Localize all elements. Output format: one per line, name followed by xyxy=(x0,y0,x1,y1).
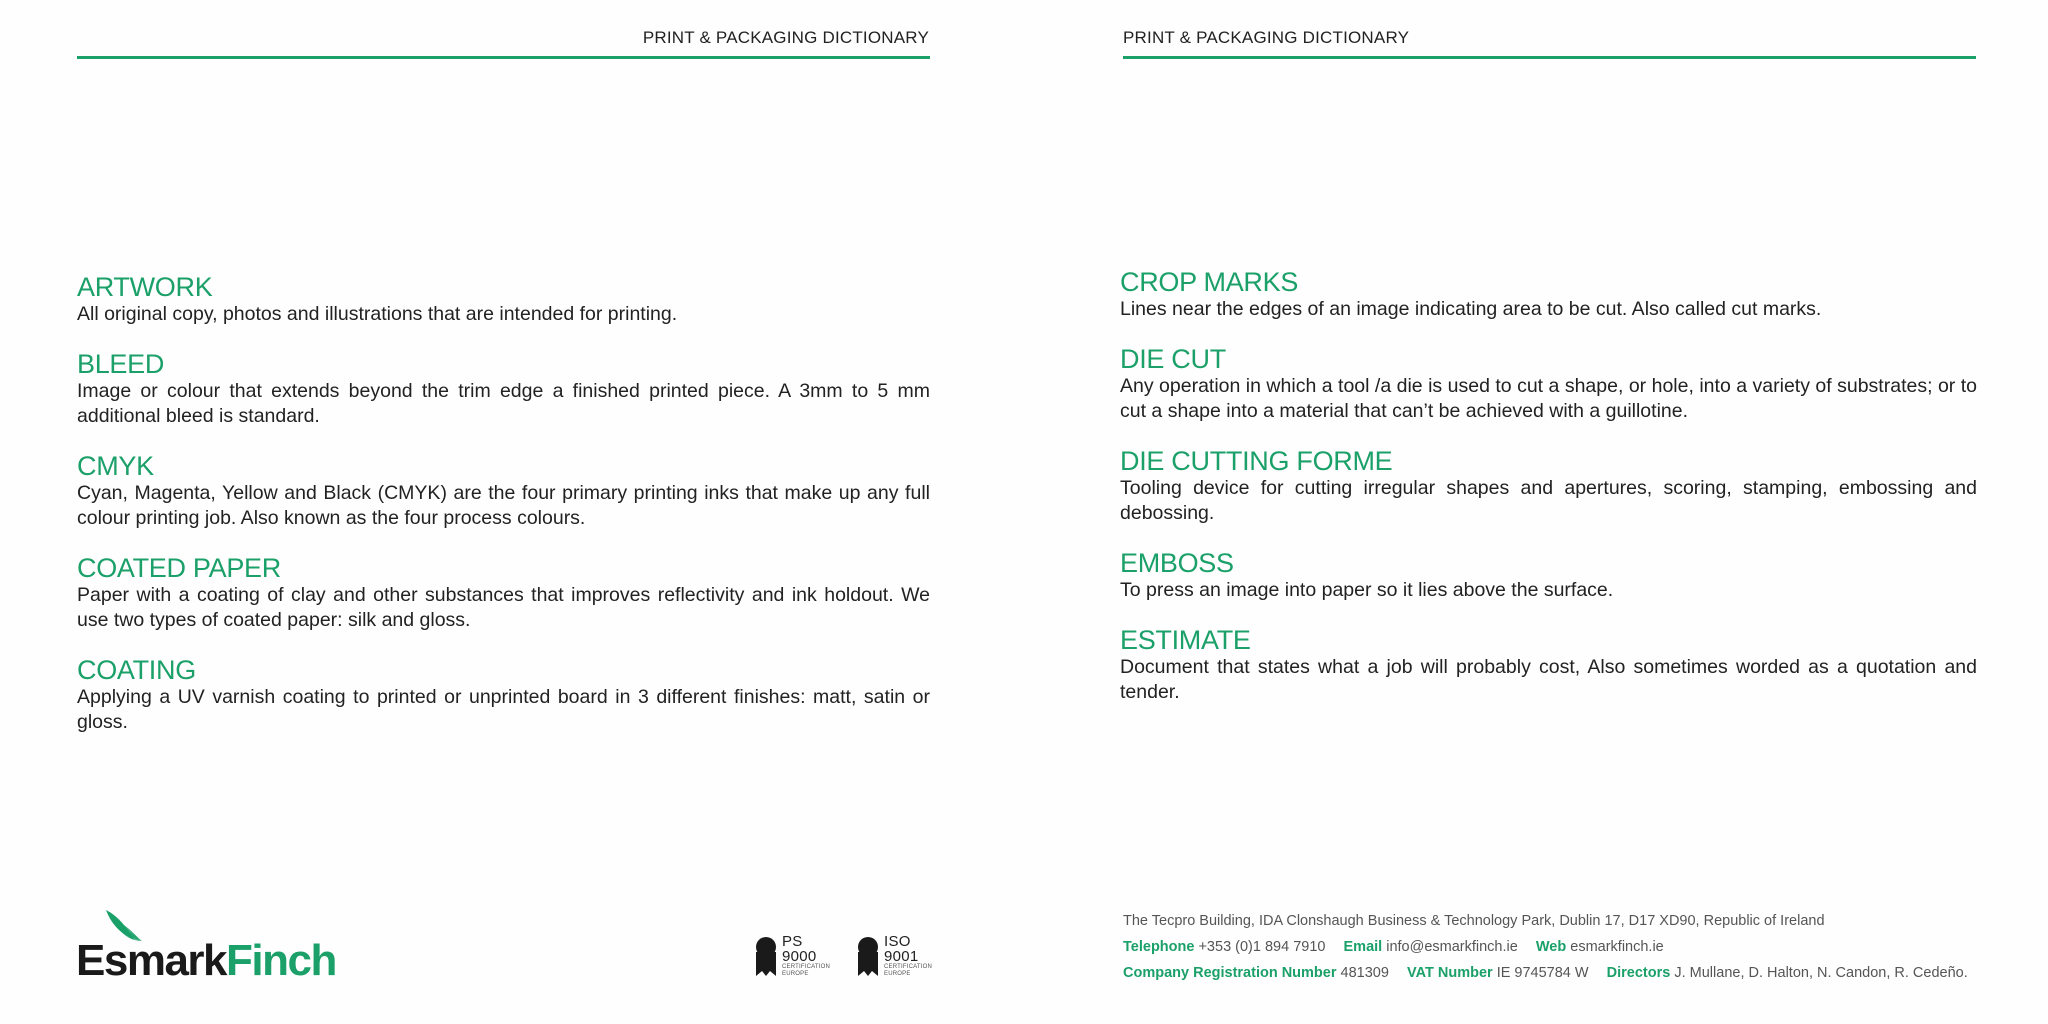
web-value: esmarkfinch.ie xyxy=(1570,939,1664,955)
contact-details xyxy=(1123,910,1983,988)
entry-definition: Applying a UV varnish coating to printed or unprinted board in 3 different finishes: matt, satin or gloss. xyxy=(77,686,930,733)
directors-value: J. Mullane, D. Halton, N. Candon, R. Cedeño. xyxy=(1674,965,1968,981)
dictionary-entry xyxy=(77,349,930,429)
entry-term: CROP MARKS xyxy=(1120,267,1299,297)
entry-definition: All original copy, photos and illustrations that are intended for printing. xyxy=(77,303,678,325)
vat-label: VAT Number xyxy=(1406,965,1493,981)
entry-term: CMYK xyxy=(77,451,154,481)
right-page xyxy=(1024,0,2048,1024)
cert-number: 9001 xyxy=(884,948,919,965)
entry-definition: Document that states what a job will probably cost, Also sometimes worded as a quotation and tender. xyxy=(1120,656,1977,703)
entry-term: DIE CUTTING FORME xyxy=(1120,446,1393,476)
entry-term: DIE CUT xyxy=(1120,344,1226,374)
entry-definition: Tooling device for cutting irregular shapes and apertures, scoring, stamping, embossing and debossing. xyxy=(1120,477,1977,524)
registration-value: 481309 xyxy=(1340,965,1389,981)
entry-definition: Cyan, Magenta, Yellow and Black (CMYK) are the four primary printing inks that make up any full colour printing job. Also known as the four process colours. xyxy=(77,482,930,529)
dictionary-entry xyxy=(1120,267,1977,322)
header-rule-right xyxy=(1123,56,1976,59)
email-label: Email xyxy=(1343,939,1383,955)
entry-definition: Lines near the edges of an image indicating area to be cut. Also called cut marks. xyxy=(1120,298,1822,320)
directors-label: Directors xyxy=(1606,965,1671,981)
entry-definition: Image or colour that extends beyond the trim edge a finished printed piece. A 3mm to 5 mm additional bleed is standard. xyxy=(77,380,930,427)
dictionary-entries-left xyxy=(77,272,930,757)
entry-definition: Paper with a coating of clay and other substances that improves reflectivity and ink holdout. We use two types of coated paper: silk and gloss. xyxy=(77,584,930,631)
dictionary-entry xyxy=(1120,446,1977,526)
logo-wordmark xyxy=(76,938,336,984)
dictionary-entry xyxy=(77,553,930,633)
cert-sub-line: EUROPE xyxy=(884,971,911,977)
contact-address: The Tecpro Building, IDA Clonshaugh Business & Technology Park, Dublin 17, D17 XD90, Republic of Ireland xyxy=(1123,913,1825,929)
web-label: Web xyxy=(1535,939,1567,955)
certification-ribbon-icon xyxy=(856,936,880,978)
dictionary-entries-right xyxy=(1120,267,1977,727)
certification-text xyxy=(782,934,830,978)
entry-term: EMBOSS xyxy=(1120,548,1234,578)
entry-term: BLEED xyxy=(77,349,165,379)
cert-sub-line: CERTIFICATION xyxy=(782,964,831,970)
logo-wordmark-finch: Finch xyxy=(226,936,336,985)
contact-line-phone-email-web xyxy=(1123,936,1983,962)
dictionary-entry xyxy=(77,451,930,531)
running-head-left: PRINT & PACKAGING DICTIONARY xyxy=(642,28,929,47)
entry-term: COATED PAPER xyxy=(77,553,281,583)
entry-definition: Any operation in which a tool /a die is used to cut a shape, or hole, into a variety of substrates; or to cut a shape into a material that can’t be achieved with a guillotine. xyxy=(1120,375,1977,422)
registration-label: Company Registration Number xyxy=(1123,965,1337,981)
dictionary-entry xyxy=(1120,548,1977,603)
telephone-value: +353 (0)1 894 7910 xyxy=(1198,939,1326,955)
cert-number: 9000 xyxy=(782,948,817,965)
entry-term: ESTIMATE xyxy=(1120,625,1251,655)
email-value: info@esmarkfinch.ie xyxy=(1386,939,1518,955)
running-head-right: PRINT & PACKAGING DICTIONARY xyxy=(1123,28,1410,47)
company-logo xyxy=(76,908,336,985)
entry-term: ARTWORK xyxy=(77,272,213,302)
contact-line-registration xyxy=(1123,962,1983,988)
certification-text xyxy=(884,934,932,978)
vat-value: IE 9745784 W xyxy=(1496,965,1589,981)
dictionary-entry xyxy=(77,272,930,327)
dictionary-entry xyxy=(1120,625,1977,705)
cert-sub-line: EUROPE xyxy=(782,971,809,977)
cert-standard: ISO xyxy=(884,933,911,950)
certification-ribbon-icon xyxy=(754,936,778,978)
dictionary-entry xyxy=(77,655,930,735)
cert-sub-line: CERTIFICATION xyxy=(884,964,933,970)
header-rule-left xyxy=(77,56,930,59)
telephone-label: Telephone xyxy=(1123,939,1195,955)
entry-term: COATING xyxy=(77,655,196,685)
dictionary-entry xyxy=(1120,344,1977,424)
logo-wordmark-esmark: Esmark xyxy=(76,936,227,985)
cert-standard: PS xyxy=(782,933,803,950)
entry-definition: To press an image into paper so it lies above the surface. xyxy=(1120,579,1614,601)
